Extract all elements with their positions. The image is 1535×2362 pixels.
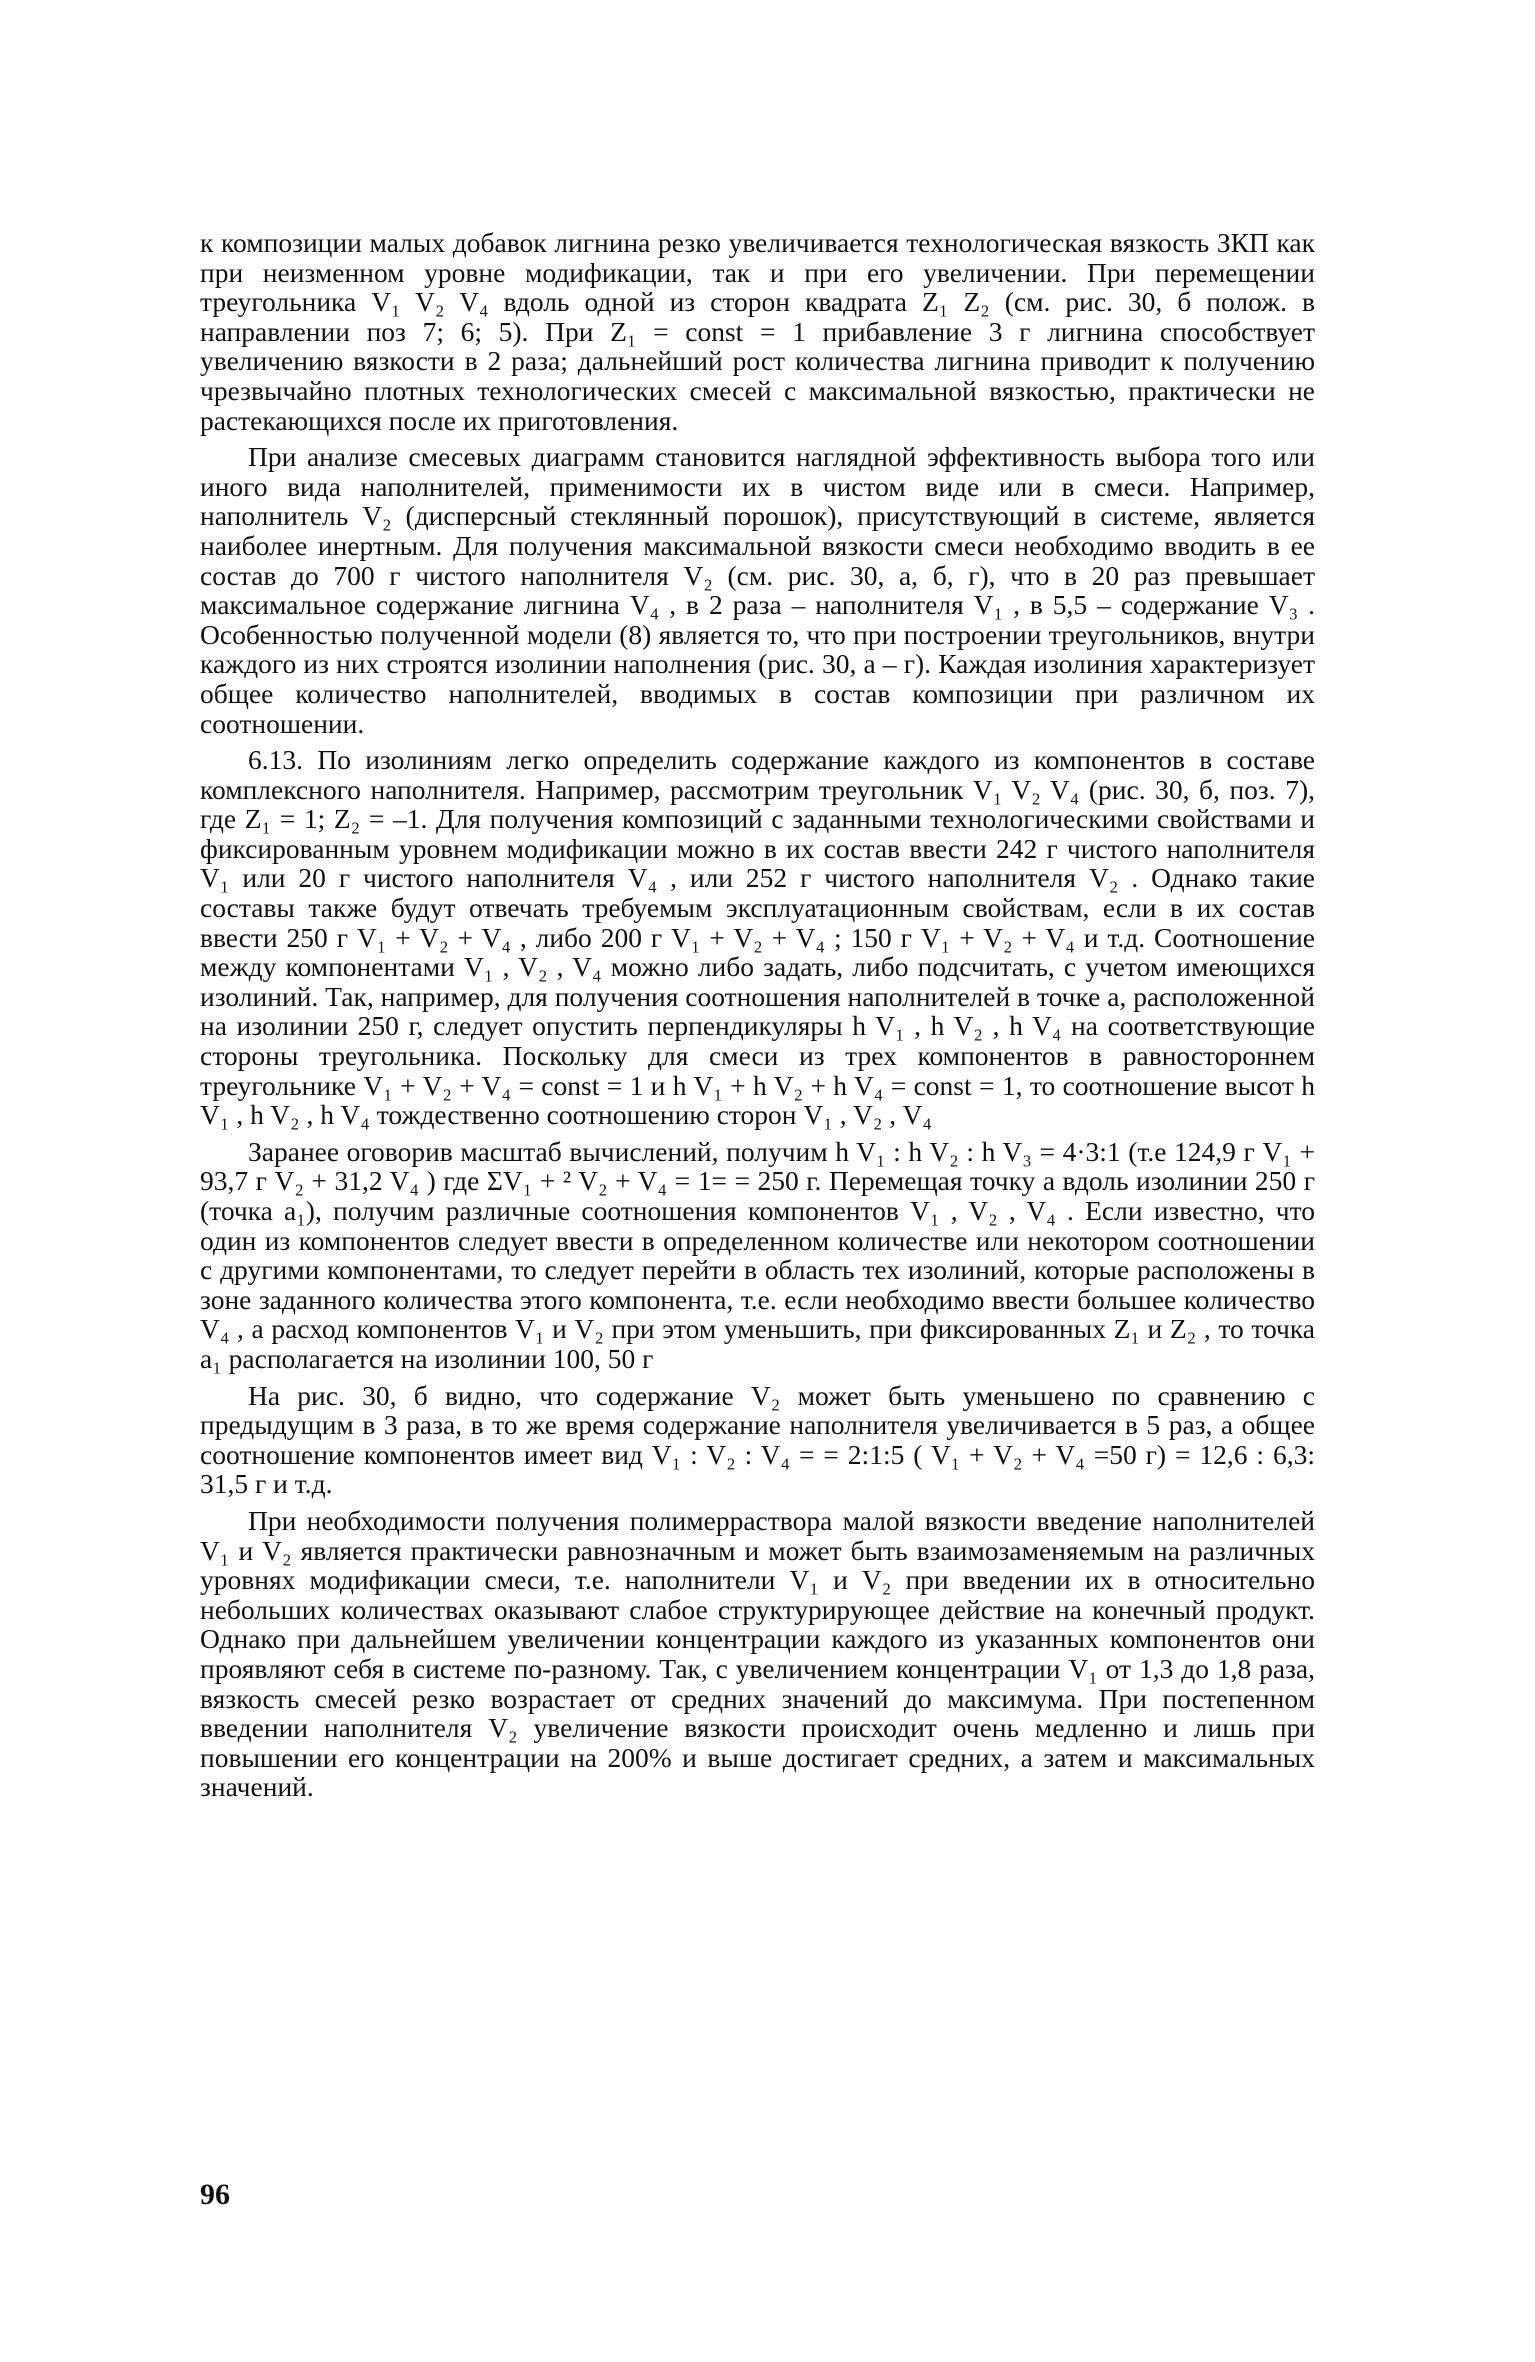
page-text (200, 228, 1315, 1809)
paragraph-4: Заранее оговорив масштаб вычислений, получим h V₁ : h V₂ : h V₃ = 4·3:1 (т.е 124,9 г V₁ + 93,7 г V₂ + 31,2 V₄ ) где ΣV₁ + ² V₂ + V₄ = 1= = 250 г. Перемещая точку а вдоль изолинии 250 г (точка а₁), получим различные соотношения компонентов V₁ , V₂ , V₄ . Если известно, что один из компонентов следует ввести в определенном количестве или некотором соотношении с другими компонентами, то следует перейти в область тех изолиний, которые расположены в зоне заданного количества этого компонента, т.е. если необходимо ввести большее количество V₄ , а расход компонентов V₁ и V₂ при этом уменьшить, при фиксированных Z₁ и Z₂ , то точка а₁ располагается на изолинии 100, 50 г (200, 1135, 1315, 1374)
paragraph-1: к композиции малых добавок лигнина резко увеличивается технологическая вязкость ЗКП как при неизменном уровне модификации, так и при его увеличении. При перемещении треугольника V₁ V₂ V₄ вдоль одной из сторон квадрата Z₁ Z₂ (см. рис. 30, б полож. в направлении поз 7; 6; 5). При Z₁ = const = 1 прибавление 3 г лигнина способствует увеличению вязкости в 2 раза; дальнейший рост количества лигнина приводит к получению чрезвычайно плотных технологических смесей с максимальной вязкостью, практически не растекающихся после их приготовления. (200, 227, 1315, 436)
paragraph-3: 6.13. По изолиниям легко определить содержание каждого из компонентов в составе комплексного наполнителя. Например, рассмотрим треугольник V₁ V₂ V₄ (рис. 30, б, поз. 7), где Z₁ = 1; Z₂ = –1. Для получения композиций с заданными технологическими свойствами и фиксированным уровнем модификации можно в их состав ввести 242 г чистого наполнителя V₁ или 20 г чистого наполнителя V₄ , или 252 г чистого наполнителя V₂ . Однако такие составы также будут отвечать требуемым эксплуатационным свойствам, если в их состав ввести 250 г V₁ + V₂ + V₄ , либо 200 г V₁ + V₂ + V₄ ; 150 г V₁ + V₂ + V₄ и т.д. Соотношение между компонентами V₁ , V₂ , V₄ можно либо задать, либо подсчитать, с учетом имеющихся изолиний. Так, например, для получения соотношения наполнителей в точке а, расположенной на изолинии 250 г, следует опустить перпендикуляры h V₁ , h V₂ , h V₄ на соответствующие стороны треугольника. Поскольку для смеси из трех компонентов в равностороннем треугольнике V₁ + V₂ + V₄ = const = 1 и h V₁ + h V₂ + h V₄ = const = 1, то соотношение высот h V₁ , h V₂ , h V₄ тождественно соотношению сторон V₁ , V₂ , V₄ (200, 744, 1315, 1131)
paragraph-6: При необходимости получения полимерраствора малой вязкости введение наполнителей V₁ и V₂ является практически равнозначным и может быть взаимозаменяемым на различных уровнях модификации смеси, т.е. наполнители V₁ и V₂ при введении их в относительно небольших количествах оказывают слабое структурирующее действие на конечный продукт. Однако при дальнейшем увеличении концентрации каждого из указанных компонентов они проявляют себя в системе по-разному. Так, с увеличением концентрации V₁ от 1,3 до 1,8 раза, вязкость смесей резко возрастает от средних значений до максимума. При постепенном введении наполнителя V₂ увеличение вязкости происходит очень медленно и лишь при повышении его концентрации на 200% и выше достигает средних, а затем и максимальных значений. (200, 1504, 1315, 1803)
page-number: 96 (200, 2178, 230, 2211)
paragraph-5: На рис. 30, б видно, что содержание V₂ может быть уменьшено по сравнению с предыдущим в 3 раза, в то же время содержание наполнителя увеличивается в 5 раз, а общее соотношение компонентов имеет вид V₁ : V₂ : V₄ = = 2:1:5 ( V₁ + V₂ + V₄ =50 г) = 12,6 : 6,3: 31,5 г и т.д. (200, 1379, 1315, 1500)
paragraph-2: При анализе смесевых диаграмм становится наглядной эффективность выбора того или иного вида наполнителей, применимости их в чистом виде или в смеси. Например, наполнитель V₂ (дисперсный стеклянный порошок), присутствующий в системе, является наиболее инертным. Для получения максимальной вязкости смеси необходимо вводить в ее состав до 700 г чистого наполнителя V₂ (см. рис. 30, а, б, г), что в 20 раз превышает максимальное содержание лигнина V₄ , в 2 раза – наполнителя V₁ , в 5,5 – содержание V₃ . Особенностью полученной модели (8) является то, что при построении треугольников, внутри каждого из них строятся изолинии наполнения (рис. 30, а – г). Каждая изолиния характеризует общее количество наполнителей, вводимых в состав композиции при различном их соотношении. (200, 441, 1315, 739)
